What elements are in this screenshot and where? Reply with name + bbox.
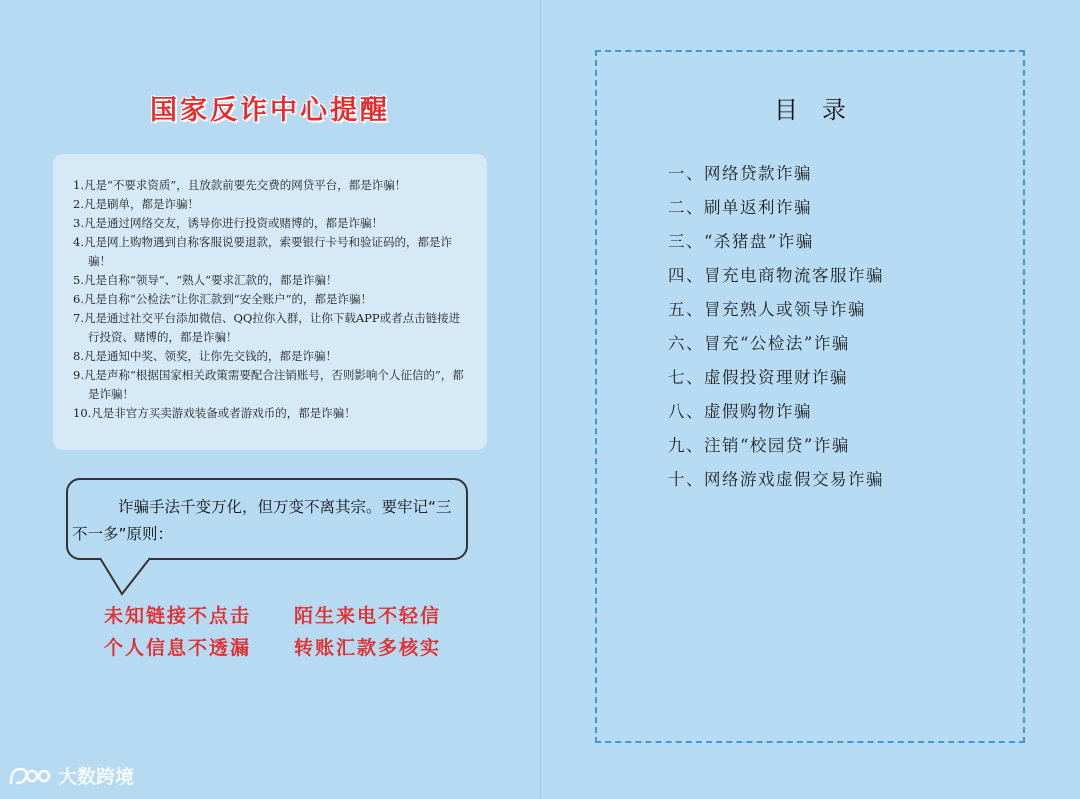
principle-2: 陌生来电不轻信 [294,605,442,627]
toc-item[interactable]: 五、冒充熟人或领导诈骗 [668,300,866,319]
principle-1: 未知链接不点击 [104,605,252,627]
principle-4: 转账汇款多核实 [294,637,442,659]
toc-item[interactable]: 四、冒充电商物流客服诈骗 [668,266,884,285]
toc-item[interactable]: 八、虚假购物诈骗 [668,402,812,421]
rule-item: 2.凡是刷单，都是诈骗！ [73,197,199,211]
rule-item: 7.凡是通过社交平台添加微信、QQ拉你入群，让你下载APP或者点击链接进行投资、赌博的，都是诈骗！ [73,311,461,344]
toc-item[interactable]: 七、虚假投资理财诈骗 [668,368,848,387]
toc-item[interactable]: 九、注销“校园贷”诈骗 [668,436,850,455]
toc-item[interactable]: 十、网络游戏虚假交易诈骗 [668,470,884,489]
rule-item: 3.凡是通过网络交友，诱导你进行投资或赌博的，都是诈骗！ [73,216,383,230]
rule-item: 1.凡是“不要求资质”，且放款前要先交费的网贷平台，都是诈骗！ [73,178,407,192]
principle-3: 个人信息不透漏 [104,637,252,659]
rule-item: 5.凡是自称“领导”、“熟人”要求汇款的，都是诈骗！ [73,273,338,287]
anti-fraud-reminder-title: 国家反诈中心提醒 [150,95,390,126]
watermark [8,762,134,789]
toc-item[interactable]: 二、刷单返利诈骗 [668,198,812,217]
rule-item: 9.凡是声称“根据国家相关政策需要配合注销账号，否则影响个人征信的”，都是诈骗！ [73,368,464,401]
speech-bubble-tail [98,557,168,597]
fraud-rules-panel [53,154,487,450]
rule-item: 10.凡是非官方买卖游戏装备或者游戏币的，都是诈骗！ [73,406,356,420]
speech-bubble-text: 诈骗手法千变万化，但万变不离其宗。要牢记“三不一多”原则： [72,498,452,543]
rule-item: 6.凡是自称“公检法”让你汇款到“安全账户”的，都是诈骗！ [73,292,372,306]
watermark-text: 大数跨境 [58,766,135,788]
rule-item: 8.凡是通知中奖、领奖，让你先交钱的，都是诈骗！ [73,349,337,363]
rule-item: 4.凡是网上购物遇到自称客服说要退款，索要银行卡号和验证码的，都是诈骗！ [73,235,452,268]
fraud-rules-list [73,176,467,423]
toc-item[interactable]: 一、网络贷款诈骗 [668,164,812,183]
toc-list [668,160,884,500]
toc-title: 目 录 [774,96,846,124]
toc-item[interactable]: 六、冒充“公检法”诈骗 [668,334,850,353]
toc-item[interactable]: 三、“杀猪盘”诈骗 [668,232,814,251]
brand-logo-icon [8,763,52,789]
